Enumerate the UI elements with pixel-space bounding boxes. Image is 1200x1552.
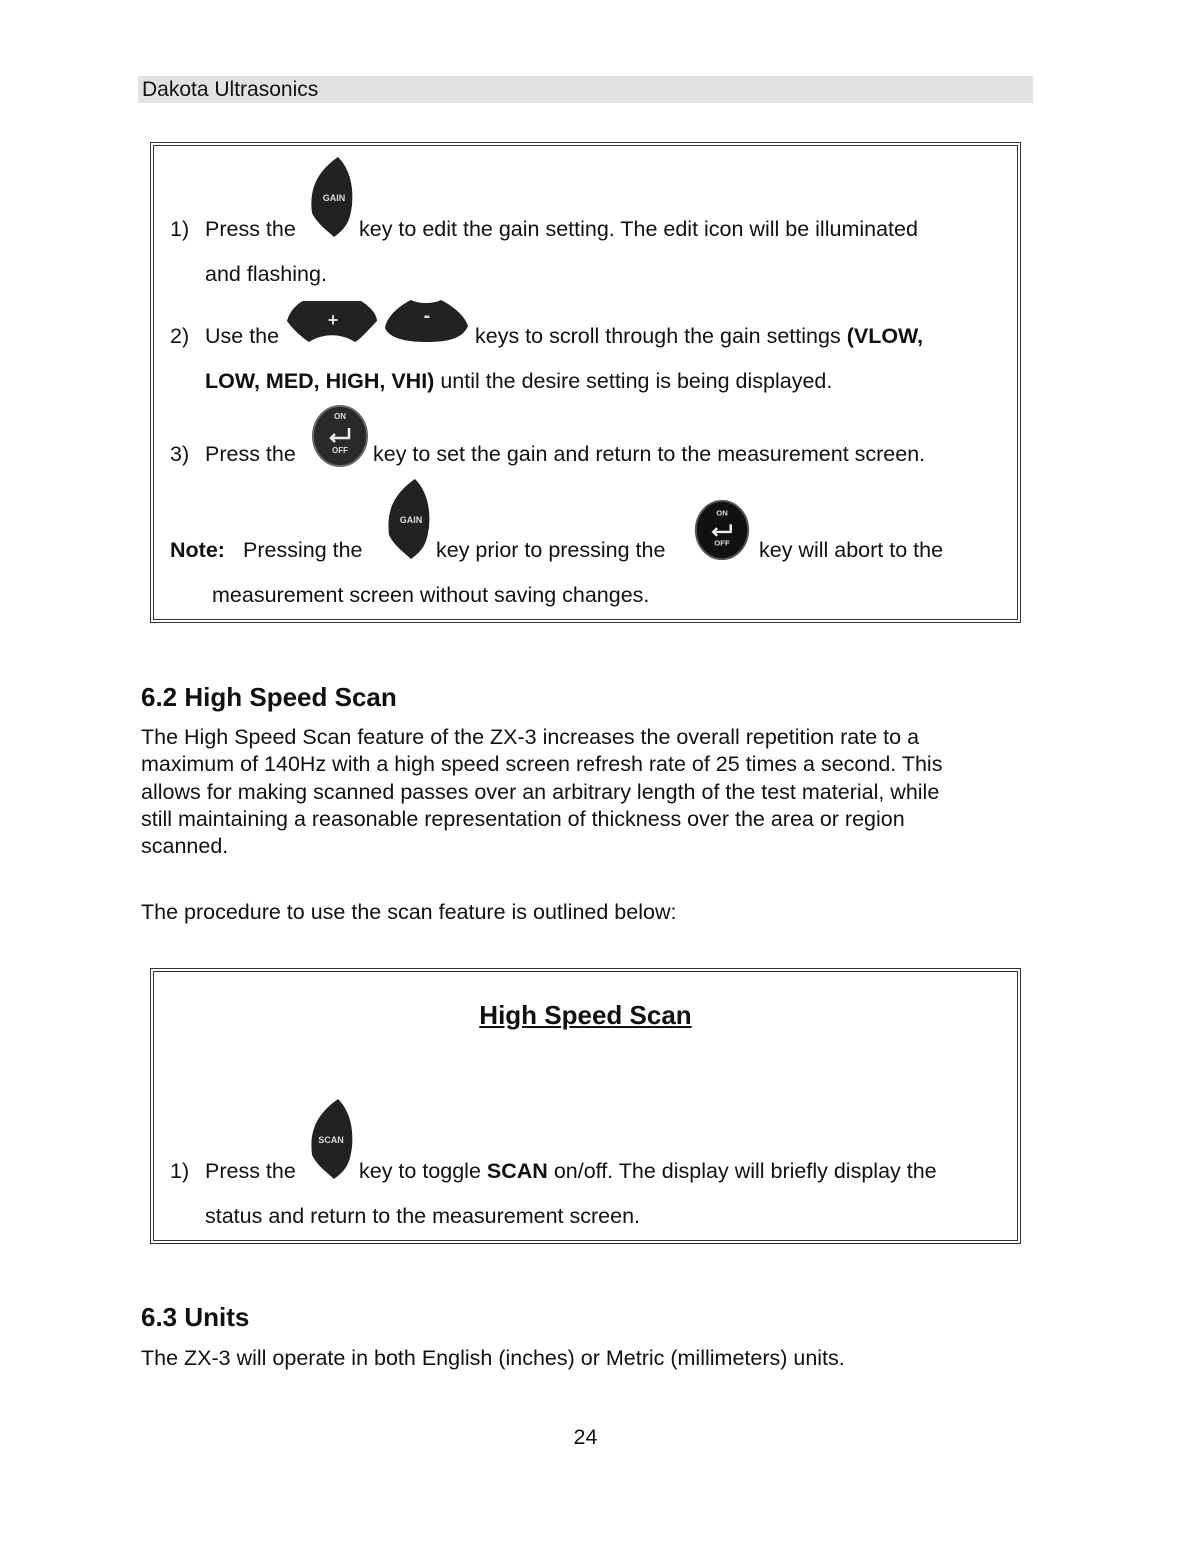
step-text: and flashing. (205, 262, 327, 286)
step-text: key to set the gain and return to the measurement screen. (373, 442, 926, 466)
step-number: 1) (170, 217, 190, 241)
section-heading: 6.3 Units (141, 1302, 250, 1332)
minus-key-icon (383, 298, 470, 344)
note-text: key will abort to the (759, 538, 944, 562)
gain-key-label: GAIN (322, 193, 346, 203)
step-number: 2) (170, 324, 190, 348)
note-text: Pressing the (243, 538, 363, 562)
box-title: High Speed Scan (479, 1000, 692, 1030)
step-number: 3) (170, 442, 190, 466)
procedure-intro: The procedure to use the scan feature is outlined below: (141, 900, 677, 924)
scan-key-icon (308, 1097, 356, 1181)
section-paragraph: The High Speed Scan feature of the ZX-3 increases the overall repetition rate to a maximum of 140Hz with a high speed screen refresh rate of 25 times a second. This allows for making scanned passes over an arbitrary length of the test material, while still maintaining a reasonable representation of thickness over the area or region scanned. (141, 725, 943, 859)
running-header: Dakota Ultrasonics (138, 76, 1033, 103)
step-text: LOW, MED, HIGH, VHI) until the desire setting is being displayed. (205, 369, 833, 393)
svg-text:OFF: OFF (332, 446, 348, 455)
step-number: 1) (170, 1159, 190, 1183)
note-text: measurement screen without saving changes. (212, 583, 650, 607)
step-text: status and return to the measurement screen. (205, 1204, 641, 1228)
section-paragraph: The ZX-3 will operate in both English (inches) or Metric (millimeters) units. (141, 1346, 845, 1370)
section-heading: 6.2 High Speed Scan (141, 682, 397, 712)
svg-text:OFF: OFF (714, 538, 730, 548)
svg-text:GAIN: GAIN (399, 515, 423, 525)
svg-text:SCAN: SCAN (318, 1135, 344, 1145)
step-text: Use the (205, 324, 280, 348)
step-text: keys to scroll through the gain settings (VLOW, (475, 324, 924, 348)
plus-key-icon (285, 299, 379, 344)
svg-text:-: - (423, 305, 431, 327)
gain-key-icon (308, 155, 356, 239)
svg-text:ON: ON (716, 508, 728, 518)
note-label: Note: (170, 538, 225, 562)
svg-text:ON: ON (334, 412, 346, 421)
on-off-enter-key-icon (692, 499, 752, 561)
note-text: key prior to pressing the (436, 538, 666, 562)
on-off-enter-key-icon (311, 404, 369, 468)
gain-key-icon (384, 477, 434, 561)
step-text: Press the (205, 442, 296, 466)
svg-text:+: + (327, 310, 339, 330)
step-text: Press the (205, 217, 296, 241)
page-number: 24 (573, 1425, 598, 1449)
step-text: key to edit the gain setting. The edit icon will be illuminated (359, 217, 918, 241)
step-text: key to toggle SCAN on/off. The display will briefly display the (359, 1159, 937, 1183)
step-text: Press the (205, 1159, 296, 1183)
